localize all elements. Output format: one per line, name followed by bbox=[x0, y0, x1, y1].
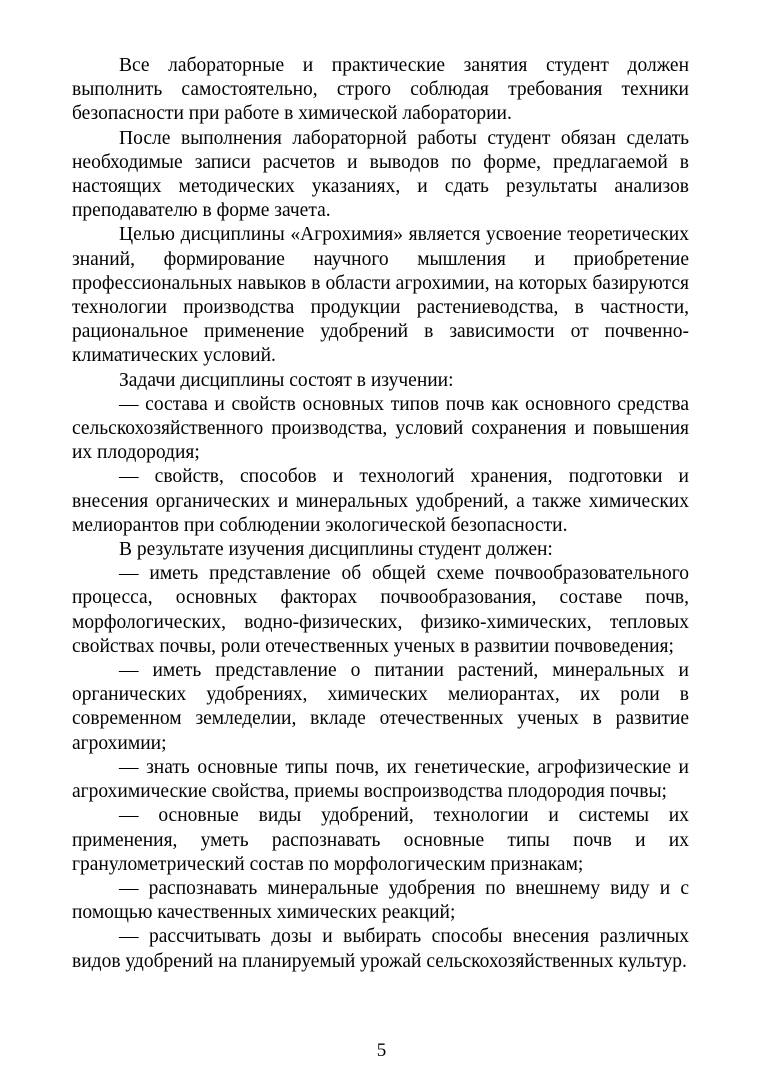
list-item-outcome-plant-nutrition: — иметь представление о питании растений, минеральных и органических удобрениях, химических мелиорантах, их роли в современном земледелии, вкладе отечественных ученых в развитие агрохимии; bbox=[72, 660, 689, 754]
paragraph-lab-work-rules: Все лабораторные и практические занятия студент должен выполнить самостоятельно, строго соблюдая требования техники безопасности при работе в химической лаборатории. bbox=[72, 55, 689, 125]
list-item-task-soils: — состава и свойств основных типов почв как основного средства сельскохозяйственного производства, условий сохранения и повышения их плодородия; bbox=[72, 393, 689, 464]
page-number: 5 bbox=[376, 1040, 387, 1061]
list-item-outcome-calculate-doses: — рассчитывать дозы и выбирать способы внесения различных видов удобрений на планируемый урожай сельскохозяйственных культур. bbox=[72, 926, 689, 972]
paragraph-discipline-tasks-intro: Задачи дисциплины состоят в изучении: bbox=[119, 369, 454, 391]
paragraph-after-lab-work: После выполнения лабораторной работы студент обязан сделать необходимые записи расчетов и выводов по форме, предлагаемой в настоящих методических указаниях, и сдать результаты анализов преподавателю в форме зачета. bbox=[72, 127, 689, 222]
paragraph-discipline-goal: Целью дисциплины «Агрохимия» является усвоение теоретических знаний, формирование научного мышления и приобретение профессиональных навыков в области агрохимии, на которых базируются технологии производства продукции растениеводства, в частности, рациональное применение удобрений в зависимости от почвенно-климатических условий. bbox=[72, 224, 689, 367]
paragraph-outcomes-intro: В результате изучения дисциплины студент должен: bbox=[119, 539, 553, 561]
page-body bbox=[72, 54, 689, 974]
list-item-task-fertilizers: — свойств, способов и технологий хранения, подготовки и внесения органических и минеральных удобрений, а также химических мелиорантов при соблюдении экологической безопасности. bbox=[72, 466, 689, 536]
list-item-outcome-soil-types: — знать основные типы почв, их генетические, агрофизические и агрохимические свойства, приемы воспроизводства плодородия почвы; bbox=[72, 756, 689, 803]
list-item-outcome-fertilizer-types: — основные виды удобрений, технологии и системы их применения, уметь распознавать основные типы почв и их гранулометрический состав по морфологическим признакам; bbox=[72, 805, 689, 875]
list-item-outcome-soil-formation: — иметь представление об общей схеме почвообразовательного процесса, основных факторах почвообразования, составе почв, морфологических, водно-физических, физико-химических, тепловых свойствах почвы, роли отечественных ученых в развитии почвоведения; bbox=[72, 563, 689, 657]
list-item-outcome-recognize-fertilizers: — распознавать минеральные удобрения по внешнему виду и с помощью качественных химических реакций; bbox=[72, 877, 689, 924]
